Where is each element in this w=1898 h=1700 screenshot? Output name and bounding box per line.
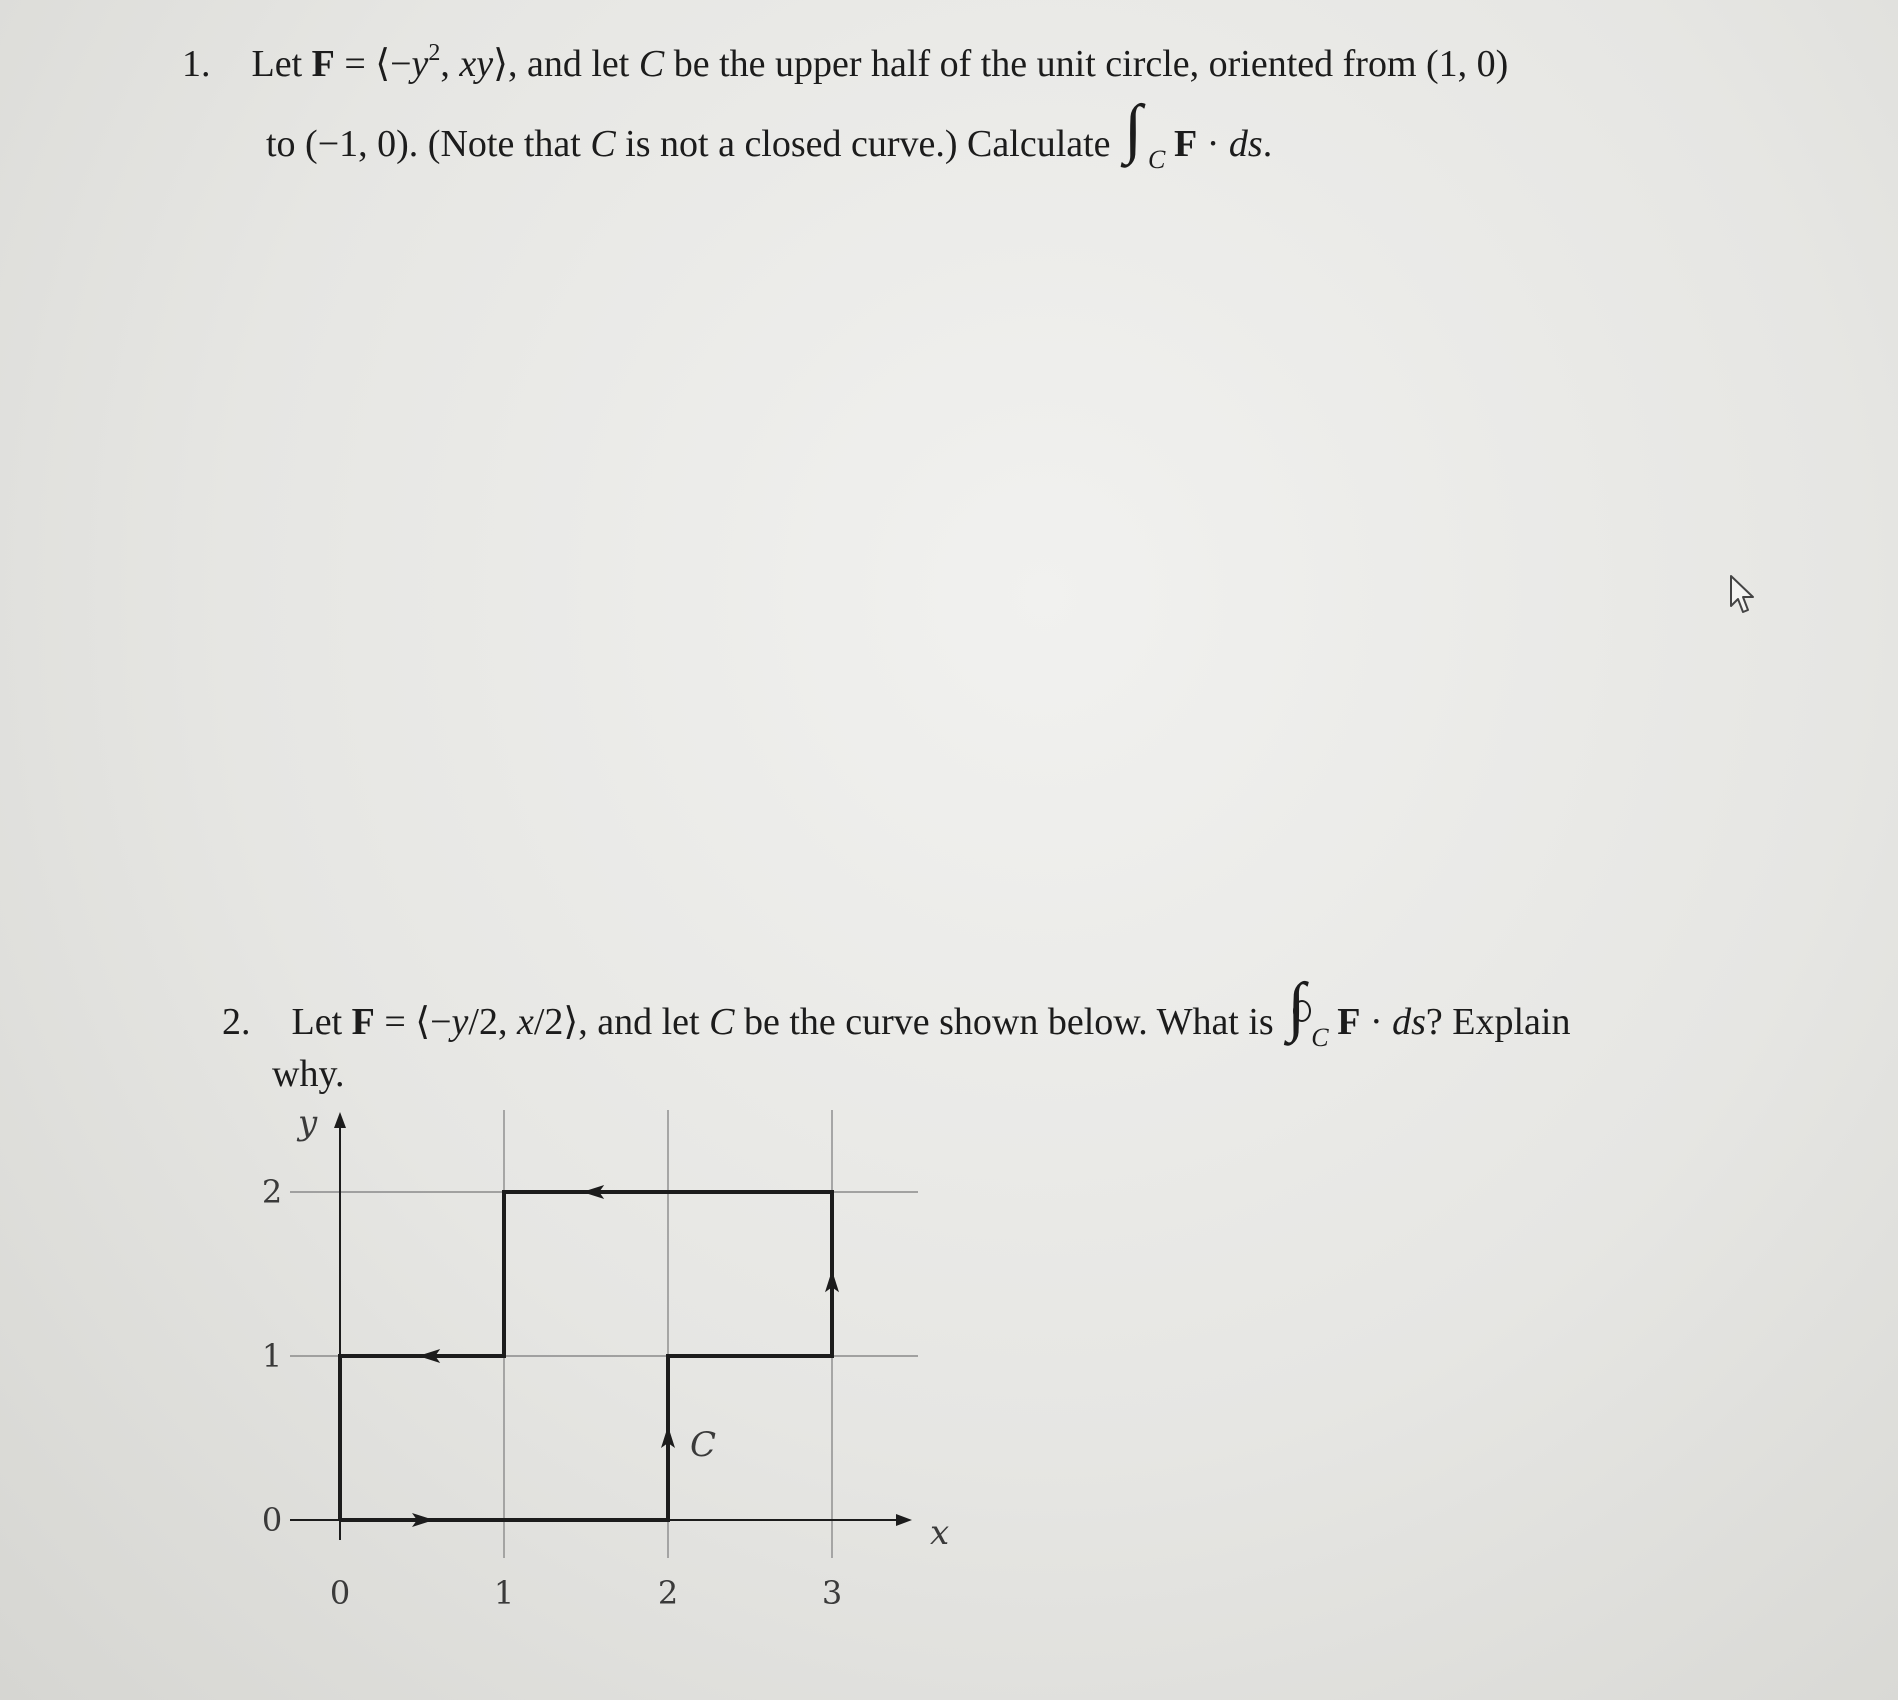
problem-1-number: 1.: [182, 43, 211, 85]
problem-1-line-1: 1. Let $F = ⟨-y^2$, xy⟩, and let C be the upper half of the unit circle, oriented from (1, 0): [182, 40, 1509, 85]
mouse-cursor-icon: [1728, 574, 1762, 618]
y-tick-label-2: 2: [261, 1173, 283, 1211]
problem-2-line-2: why.: [272, 1053, 345, 1095]
problem-2-number: 2.: [222, 1001, 251, 1043]
x-axis-arrowhead: [896, 1514, 912, 1526]
y-axis-label: y: [298, 1103, 318, 1143]
line-integral-symbol: ∫ C: [1124, 92, 1166, 174]
problem-1-line-2: to (−1, 0). (Note that C is not a closed curve.) Calculate ∫ C F · ds.: [266, 92, 1273, 174]
curve-figure: [250, 1100, 970, 1620]
x-tick-label-2: 2: [657, 1574, 679, 1612]
x-tick-label-3: 3: [821, 1574, 843, 1612]
x-tick-label-0: 0: [329, 1574, 351, 1612]
axes: [290, 1103, 949, 1553]
problem-2-line-1: 2. Let F = ⟨−y/2, x/2⟩, and let C be the curve shown below. What is ∫ C F · ds? Explain: [222, 970, 1571, 1052]
tick-labels: [262, 1173, 842, 1612]
grid-lines: [290, 1110, 918, 1558]
y-axis-arrowhead: [334, 1112, 346, 1128]
curve-label-C: C: [690, 1425, 717, 1465]
closed-line-integral-symbol: ∫ C: [1287, 970, 1329, 1052]
x-tick-label-1: 1: [493, 1574, 515, 1612]
vector-field-F: F: [311, 43, 335, 85]
y-tick-label-0: 0: [261, 1501, 283, 1539]
x-axis-label: x: [930, 1513, 950, 1553]
y-tick-label-1: 1: [261, 1337, 283, 1375]
